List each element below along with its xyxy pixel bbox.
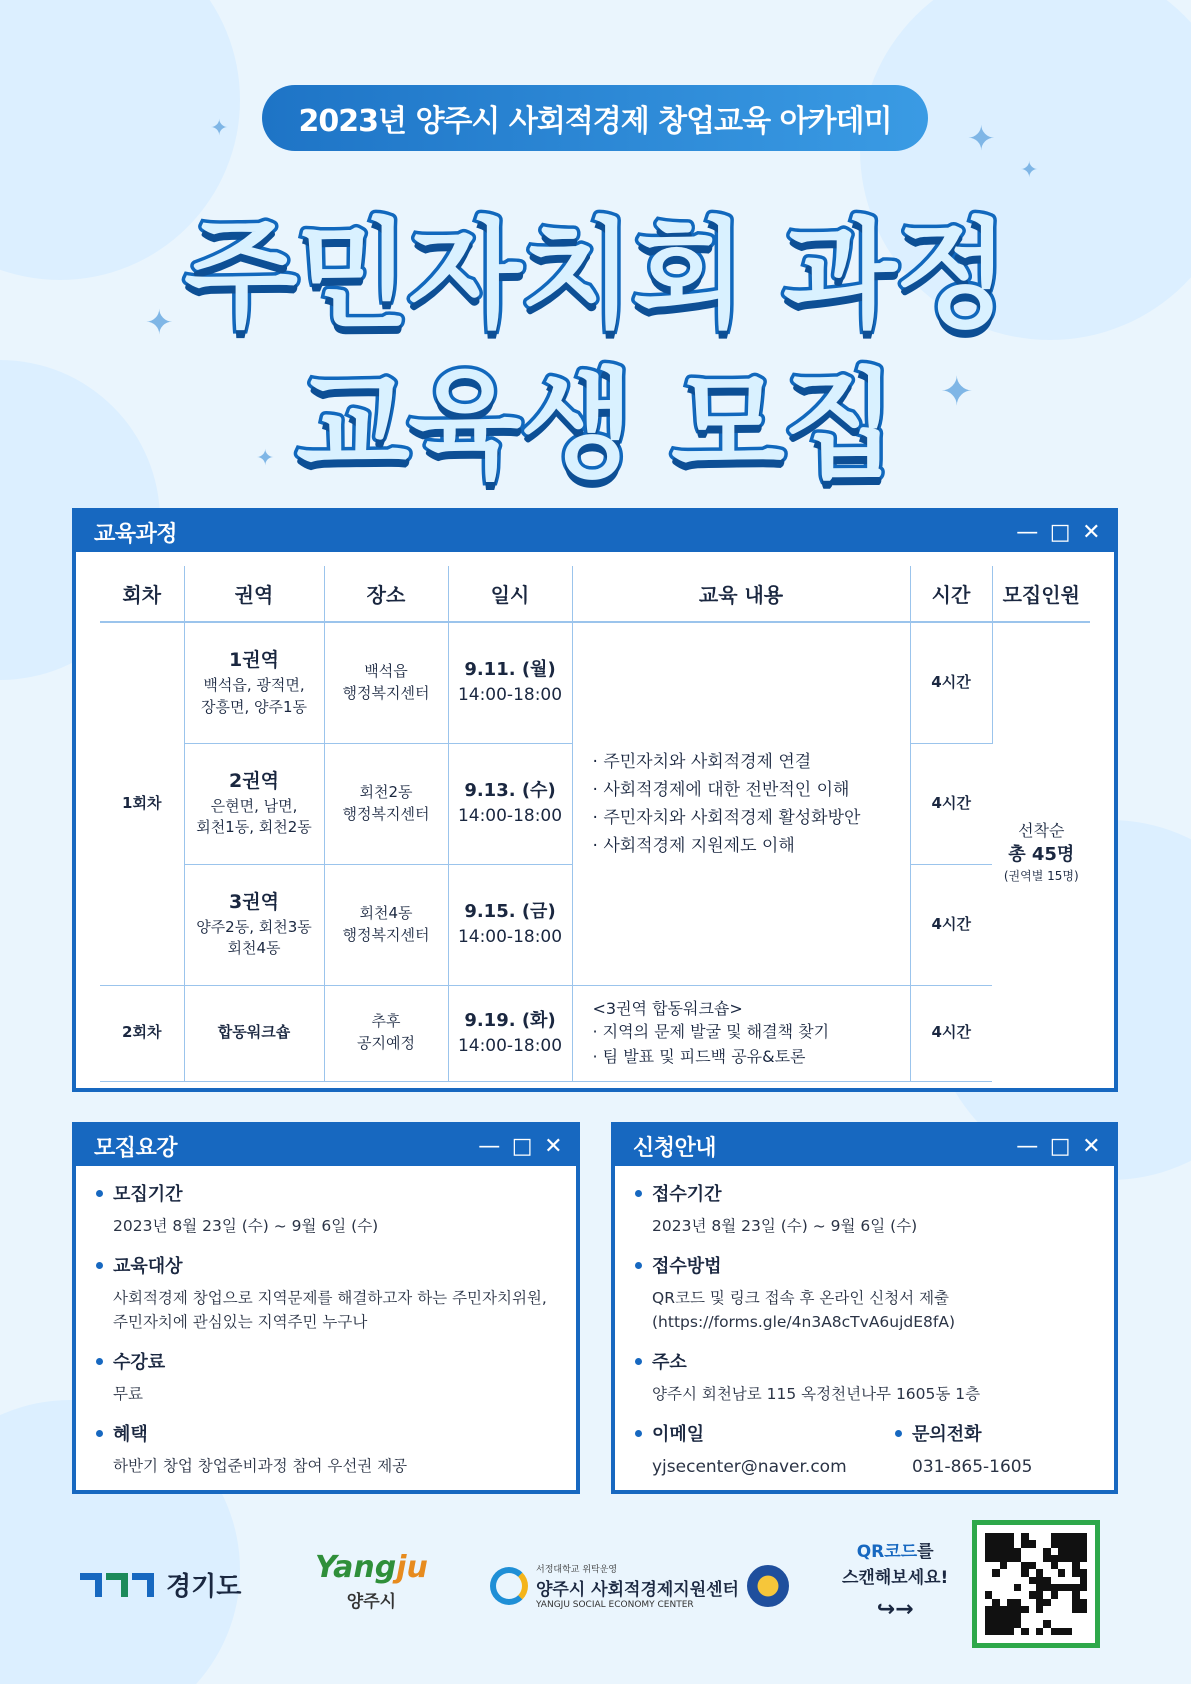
form-link[interactable]: (https://forms.gle/4n3A8cTvA6ujdE8fA) [652, 1313, 956, 1332]
university-seal-icon [747, 1565, 789, 1607]
bullet-icon [635, 1190, 642, 1197]
course-window-title: 교육과정 [94, 521, 178, 547]
sparkle-icon: ✦ [256, 446, 275, 471]
place-line: 추후 [371, 1012, 401, 1031]
yangju-word-b: ju [396, 1550, 428, 1585]
info-heading [635, 1420, 855, 1446]
content-head: <3권역 합동워크숍> [592, 998, 743, 1018]
course-table [100, 566, 1090, 1082]
course-window-titlebar [76, 512, 1114, 552]
place-line: 공지예정 [357, 1034, 415, 1052]
qr-code-icon [985, 1533, 1087, 1635]
date: 9.13. (수) [464, 780, 556, 802]
minimize-icon[interactable]: — [478, 1133, 500, 1159]
region-detail: 은현면, 남면, [210, 796, 298, 815]
info-item [96, 1180, 556, 1238]
column-header: 시간 [910, 566, 992, 622]
column-header: 모집인원 [992, 566, 1090, 622]
email-link[interactable]: yjsecenter@naver.com [652, 1457, 847, 1478]
info-heading [96, 1348, 556, 1374]
info-heading-text: 수강료 [113, 1352, 166, 1374]
qr-note-line2: 스캔해보세요! [842, 1567, 949, 1588]
place-line: 백석읍 [364, 662, 408, 680]
column-header: 회차 [100, 566, 184, 622]
info-item [895, 1420, 1032, 1480]
info-heading [635, 1180, 1094, 1206]
date: 9.11. (월) [464, 659, 556, 681]
capacity-total: 총 45명 [1008, 843, 1075, 865]
info-heading-text: 접수기간 [652, 1184, 722, 1205]
info-text: 하반기 창업 창업준비과정 참여 우선권 제공 [113, 1457, 408, 1476]
list-item: · 사회적경제에 대한 전반적인 이해 [593, 776, 910, 804]
datetime-cell [448, 743, 572, 864]
place-line: 회천4동 [359, 903, 413, 922]
sparkle-icon: ✦ [940, 369, 974, 415]
column-header: 교육 내용 [572, 566, 910, 622]
datetime-cell [448, 985, 572, 1081]
region-cell [184, 622, 324, 743]
session-cell: 2회차 [100, 985, 184, 1081]
info-item [96, 1252, 556, 1334]
info-heading [96, 1180, 556, 1206]
center-logo [490, 1562, 789, 1610]
recruit-window-titlebar [76, 1126, 576, 1166]
bullet-icon [96, 1190, 103, 1197]
region-cell [184, 864, 324, 985]
sparkle-icon: ✦ [1020, 158, 1039, 183]
hours-cell: 4시간 [910, 743, 992, 864]
list-item: · 주민자치와 사회적경제 연결 [593, 748, 910, 776]
hours-cell: 4시간 [910, 622, 992, 743]
info-item [96, 1420, 556, 1478]
window-controls [478, 1134, 562, 1159]
datetime-cell [448, 864, 572, 985]
place-line: 회천2동 [359, 782, 413, 801]
region-detail: 회천4동 [227, 939, 281, 958]
place-line: 행정복지센터 [342, 683, 430, 702]
content-list [573, 748, 910, 860]
datetime-cell [448, 622, 572, 743]
date: 9.15. (금) [464, 901, 556, 923]
minimize-icon[interactable]: — [1016, 519, 1038, 545]
headline-line2: 교육생 모집 [295, 356, 896, 494]
info-heading-text: 이메일 [652, 1424, 705, 1446]
place-cell [324, 985, 448, 1081]
region-cell [184, 743, 324, 864]
center-small: 서정대학교 위탁운영 [536, 1565, 618, 1575]
time: 14:00-18:00 [457, 806, 563, 827]
date: 9.19. (화) [464, 1009, 556, 1031]
info-item [635, 1180, 1094, 1238]
list-item: · 팀 발표 및 피드백 공유&토론 [593, 1045, 910, 1070]
sparkle-icon: ✦ [967, 119, 996, 159]
qr-note-suffix: 를 [917, 1542, 934, 1562]
bullet-icon [96, 1262, 103, 1269]
region-title: 2권역 [229, 769, 279, 792]
yangju-wordmark [315, 1550, 428, 1585]
top-banner: 2023년 양주시 사회적경제 창업교육 아카데미 [262, 85, 928, 151]
maximize-icon[interactable]: □ [1049, 519, 1071, 545]
time: 14:00-18:00 [457, 1035, 563, 1056]
region-detail: 회천1동, 회천2동 [196, 818, 312, 837]
bullet-icon [96, 1430, 103, 1437]
region-detail: 백석읍, 광적면, [203, 675, 305, 694]
apply-window-title: 신청안내 [633, 1135, 717, 1161]
table-row [100, 985, 1090, 1081]
center-text [536, 1562, 739, 1610]
table-row [100, 622, 1090, 743]
apply-window [611, 1122, 1118, 1494]
maximize-icon[interactable]: □ [1049, 1133, 1071, 1159]
time: 14:00-18:00 [457, 927, 563, 948]
place-line: 행정복지센터 [342, 804, 430, 823]
maximize-icon[interactable]: □ [511, 1133, 533, 1159]
sparkle-icon: ✦ [210, 116, 229, 141]
window-controls [1016, 1134, 1100, 1159]
yangju-logo [315, 1550, 428, 1612]
hours-cell: 4시간 [910, 985, 992, 1081]
yangju-subtitle: 양주시 [346, 1592, 397, 1612]
info-text-line: 주민자치에 관심있는 지역주민 누구나 [113, 1313, 368, 1332]
info-item [635, 1348, 1094, 1406]
qr-note-highlight: QR코드 [856, 1542, 918, 1562]
info-text [96, 1286, 556, 1334]
contact-row [635, 1420, 1094, 1494]
info-heading [96, 1420, 556, 1446]
column-header: 일시 [448, 566, 572, 622]
column-header: 권역 [184, 566, 324, 622]
info-item [635, 1420, 855, 1480]
info-heading [96, 1252, 556, 1278]
center-en: YANGJU SOCIAL ECONOMY CENTER [536, 1600, 694, 1610]
info-heading [635, 1252, 1094, 1278]
place-cell [324, 743, 448, 864]
recruit-window-title: 모집요강 [94, 1135, 178, 1161]
info-item [635, 1252, 1094, 1334]
qr-code[interactable] [972, 1520, 1100, 1648]
info-heading-text: 주소 [652, 1352, 687, 1374]
close-icon[interactable]: ✕ [1082, 1133, 1100, 1159]
list-item: · 주민자치와 사회적경제 활성화방안 [593, 804, 910, 832]
place-cell [324, 622, 448, 743]
bullet-icon [635, 1358, 642, 1365]
region-cell: 합동워크숍 [184, 985, 324, 1081]
info-heading-text: 모집기간 [113, 1184, 183, 1205]
arrow-icon: ↪→ [876, 1597, 914, 1622]
info-heading-text: 접수방법 [652, 1256, 722, 1278]
info-text: 2023년 8월 23일 (수) ~ 9월 6일 (수) [652, 1217, 918, 1235]
close-icon[interactable]: ✕ [1082, 519, 1100, 545]
info-heading [895, 1420, 1032, 1446]
footer [0, 1520, 1191, 1650]
info-text: 무료 [113, 1385, 143, 1404]
list-item: · 사회적경제 지원제도 이해 [593, 832, 910, 860]
info-item [96, 1348, 556, 1406]
bullet-icon [895, 1430, 902, 1437]
info-text: 2023년 8월 23일 (수) ~ 9월 6일 (수) [113, 1217, 379, 1235]
qr-note-line1 [842, 1540, 948, 1566]
recruit-window [72, 1122, 580, 1494]
place-cell [324, 864, 448, 985]
qr-note [842, 1540, 948, 1626]
hours-cell: 4시간 [910, 864, 992, 985]
info-heading-text: 교육대상 [113, 1256, 183, 1278]
table-header-row [100, 566, 1090, 622]
info-heading-text: 혜택 [113, 1424, 148, 1446]
info-text: 양주시 회천남로 115 옥정천년나무 1605동 1층 [652, 1385, 981, 1404]
time: 14:00-18:00 [457, 685, 563, 706]
region-detail: 양주2동, 회천3동 [196, 917, 312, 936]
capacity-note: (권역별 15명) [1003, 868, 1079, 883]
window-controls [1016, 520, 1100, 545]
place-line: 행정복지센터 [342, 925, 430, 944]
info-text-line: 사회적경제 창업으로 지역문제를 해결하고자 하는 주민자치위원, [113, 1289, 547, 1308]
info-text [635, 1286, 1094, 1334]
info-text-line: QR코드 및 링크 접속 후 온라인 신청서 제출 [652, 1289, 950, 1308]
yangju-word-a: Yang [315, 1550, 397, 1585]
minimize-icon[interactable]: — [1016, 1133, 1038, 1159]
bullet-icon [96, 1358, 103, 1365]
content-list [573, 1020, 910, 1070]
course-window [72, 508, 1118, 1092]
bullet-icon [635, 1262, 642, 1269]
apply-body [615, 1166, 1114, 1494]
close-icon[interactable]: ✕ [544, 1133, 562, 1159]
headline-line1: 주민자치회 과정 [184, 206, 1007, 344]
region-title: 3권역 [229, 890, 279, 913]
column-header: 장소 [324, 566, 448, 622]
region-title: 1권역 [229, 649, 279, 672]
gyeonggi-logo [80, 1566, 241, 1603]
apply-window-titlebar [615, 1126, 1114, 1166]
phone-number[interactable]: 031-865-1605 [912, 1457, 1033, 1478]
capacity-line: 선착순 [1018, 820, 1065, 840]
center-mark-icon [490, 1567, 528, 1605]
info-heading [635, 1348, 1094, 1374]
session-cell: 1회차 [100, 622, 184, 985]
info-heading-text: 문의전화 [912, 1424, 982, 1446]
content-cell [572, 985, 910, 1081]
bullet-icon [635, 1430, 642, 1437]
content-cell [572, 622, 910, 985]
capacity-cell [992, 622, 1090, 1081]
region-detail: 장흥면, 양주1동 [200, 697, 308, 716]
list-item: · 지역의 문제 발굴 및 해결책 찾기 [593, 1020, 910, 1045]
recruit-body [76, 1166, 576, 1478]
gyeonggi-mark-icon [80, 1573, 154, 1597]
gyeonggi-text: 경기도 [166, 1572, 242, 1602]
center-main: 양주시 사회적경제지원센터 [536, 1580, 739, 1600]
sparkle-icon: ✦ [145, 303, 174, 343]
